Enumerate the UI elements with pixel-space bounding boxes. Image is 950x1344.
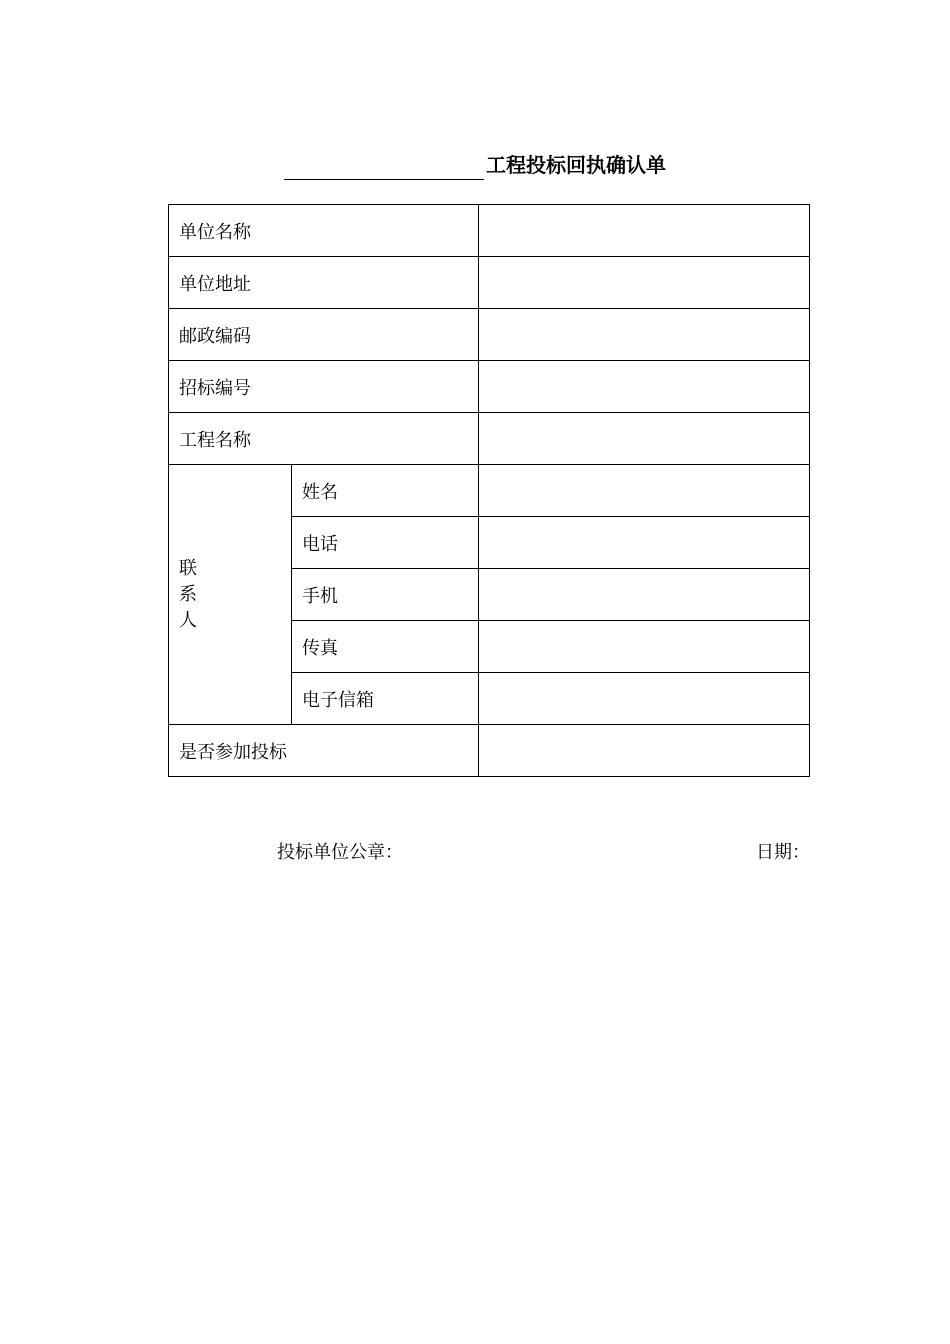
field-contact-name[interactable]: [479, 465, 810, 517]
field-postal-code[interactable]: [479, 309, 810, 361]
label-project-name: 工程名称: [169, 413, 479, 465]
seal-label: 投标单位公章：: [277, 842, 403, 863]
field-contact-mobile[interactable]: [479, 569, 810, 621]
label-contact-person: 联 系 人: [179, 557, 197, 631]
field-contact-email[interactable]: [479, 673, 810, 725]
field-participate[interactable]: [479, 725, 810, 777]
title-text: 工程投标回执确认单: [486, 153, 666, 177]
label-unit-address: 单位地址: [169, 257, 479, 309]
row-project-name: [169, 413, 810, 465]
label-contact-phone: 电话: [292, 517, 479, 569]
label-contact-email: 电子信箱: [292, 673, 479, 725]
field-tender-number[interactable]: [479, 361, 810, 413]
field-contact-phone[interactable]: [479, 517, 810, 569]
label-postal-code: 邮政编码: [169, 309, 479, 361]
field-unit-address[interactable]: [479, 257, 810, 309]
row-postal-code: [169, 309, 810, 361]
label-participate: 是否参加投标: [169, 725, 479, 777]
label-contact-fax: 传真: [292, 621, 479, 673]
row-participate: [169, 725, 810, 777]
row-tender-number: [169, 361, 810, 413]
receipt-form-table: [168, 204, 810, 777]
date-label: 日期：: [756, 842, 810, 863]
label-contact-name: 姓名: [292, 465, 479, 517]
field-contact-fax[interactable]: [479, 621, 810, 673]
field-unit-name[interactable]: [479, 205, 810, 257]
label-tender-number: 招标编号: [169, 361, 479, 413]
row-unit-name: [169, 205, 810, 257]
title-blank-line[interactable]: [284, 153, 484, 180]
row-contact-name: [169, 465, 810, 517]
document-title: [0, 150, 950, 180]
label-contact-mobile: 手机: [292, 569, 479, 621]
label-unit-name: 单位名称: [169, 205, 479, 257]
contact-group-cell: [169, 465, 292, 725]
field-project-name[interactable]: [479, 413, 810, 465]
row-unit-address: [169, 257, 810, 309]
